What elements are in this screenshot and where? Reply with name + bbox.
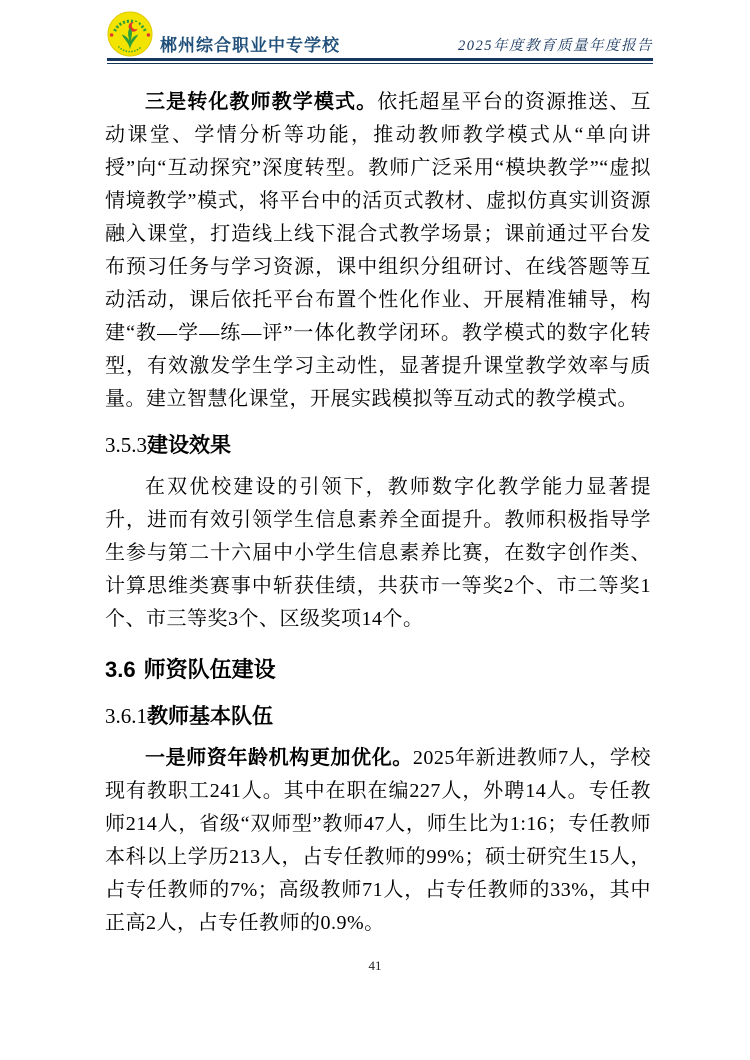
header-report-title: 2025年度教育质量年度报告 bbox=[458, 38, 653, 54]
header-school-name: 郴州综合职业中专学校 bbox=[160, 36, 340, 55]
paragraph-text: 在双优校建设的引领下，教师数字化教学能力显著提升，进而有效引领学生信息素养全面提升。教师积极指导学生参与第二十六届中小学生信息素养比赛，在数字创作类、计算思维类赛事中斩获佳绩，共获市一等奖2个、市二等奖1个、市三等奖3个、区级奖项14个。 bbox=[105, 476, 651, 630]
header-divider-rule bbox=[107, 58, 653, 64]
paragraph-text: 2025年新进教师7人，学校现有教职工241人。其中在职在编227人，外聘14人。专任教师214人，省级“双师型”教师47人，师生比为1:16；专任教师本科以上学历213人，占专任教师的99%；硕士研究生15人，占专任教师的7%；高级教师71人，占专任教师的33%，其中正高2人，占专任教师的0.9%。 bbox=[105, 747, 652, 934]
heading-3-6 bbox=[105, 656, 651, 683]
heading-number: 3.6.1 bbox=[105, 704, 147, 728]
paragraph-text: 依托超星平台的资源推送、互动课堂、学情分析等功能，推动教师教学模式从“单向讲授”向“互动探究”深度转型。教师广泛采用“模块教学”“虚拟情境教学”模式，将平台中的活页式教材、虚拟仿真实训资源融入课堂，打造线上线下混合式教学场景；课前通过平台发布预习任务与学习资源，课中组织分组研讨、在线答题等互动活动，课后依托平台布置个性化作业、开展精准辅导，构建“教—学—练—评”一体化教学闭环。教学模式的数字化转型，有效激发学生学习主动性，显著提升课堂教学效率与质量。建立智慧化课堂，开展实践模拟等互动式的教学模式。 bbox=[105, 91, 652, 410]
heading-3-5-3 bbox=[105, 432, 651, 459]
heading-text: 建设效果 bbox=[147, 434, 231, 457]
document-body bbox=[105, 86, 651, 940]
heading-number: 3.6 bbox=[105, 657, 136, 682]
page-footer bbox=[0, 958, 750, 974]
paragraph-lead-bold: 三是转化教师教学模式。 bbox=[145, 91, 378, 113]
paragraph-construction-results bbox=[105, 471, 651, 636]
school-logo-icon bbox=[107, 11, 153, 57]
heading-text: 教师基本队伍 bbox=[147, 705, 273, 728]
heading-3-6-1 bbox=[105, 703, 651, 730]
heading-number: 3.5.3 bbox=[105, 433, 147, 457]
paragraph-lead-bold: 一是师资年龄机构更加优化。 bbox=[145, 747, 413, 769]
page-header bbox=[107, 11, 653, 64]
page-number: 41 bbox=[368, 958, 382, 973]
paragraph-teaching-mode bbox=[105, 86, 651, 416]
heading-text: 师资队伍建设 bbox=[143, 657, 276, 682]
paragraph-faculty-basics bbox=[105, 742, 651, 940]
